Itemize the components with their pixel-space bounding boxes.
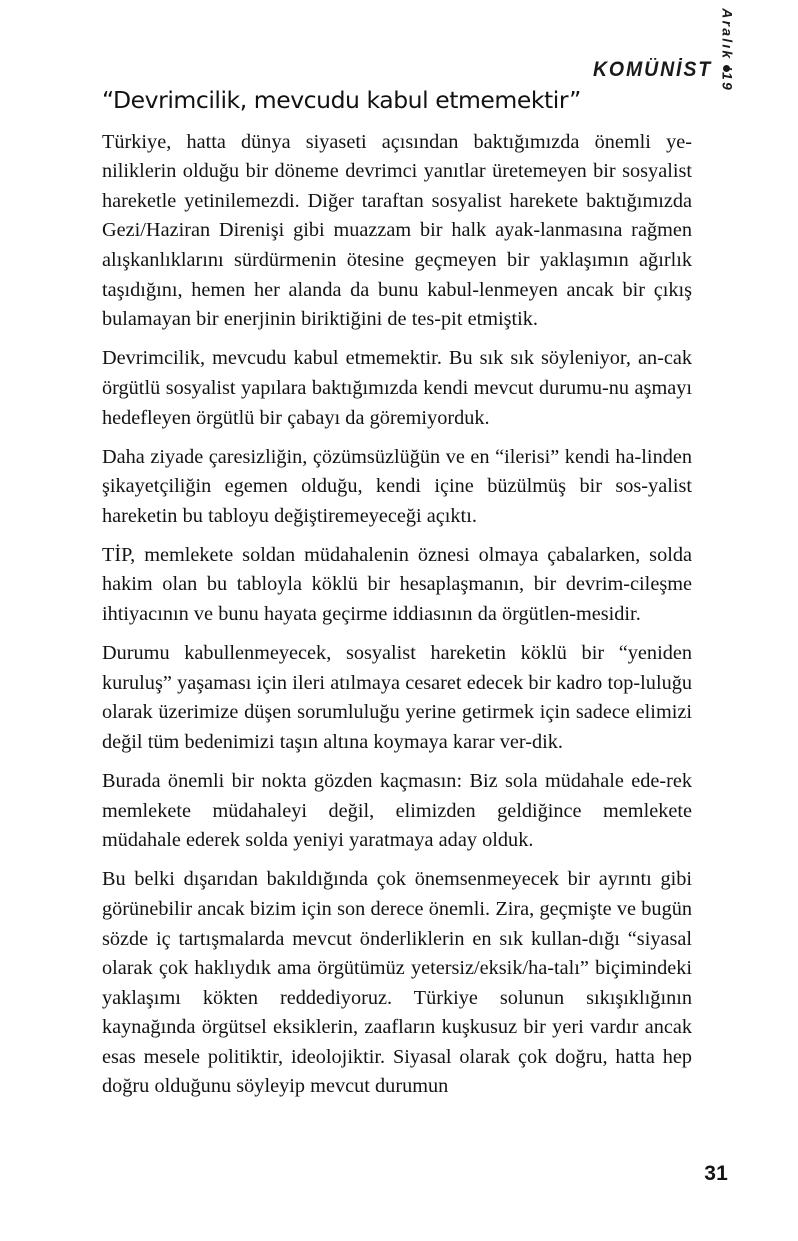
paragraph: Durumu kabullenmeyecek, sosyalist hareketin köklü bir “yeniden kuruluş” yaşaması için ileri atılmaya cesaret edecek bir kadro top-luluğu olarak üzerimize düşen sorumluluğu yerine getirmek için sadece elimizi değil tüm bedenimizi taşın altına koymaya karar ver-dik. [102,642,692,753]
paragraph: Daha ziyade çaresizliğin, çözümsüzlüğün ve en “ilerisi” kendi ha-linden şikayetçiliğin egemen olduğu, kendi içine büzülmüş bir sos-yalist hareketin bu tabloyu değiştiremeyeceği açıktı. [102,445,692,527]
running-head [584,56,730,82]
article-body [102,86,692,1102]
paragraph: TİP, memlekete soldan müdahalenin öznesi olmaya çabalarken, solda hakim olan bu tabloyla köklü bir hesaplaşmanın, bir devrim-cileşme ihtiyacının ve bunu hayata geçirme iddiasının da örgütlen-mesidir. [102,543,692,626]
paragraph: Bu belki dışarıdan bakıldığında çok önemsenmeyecek bir ayrıntı gibi görünebilir ancak bizim için son derece önemli. Zira, geçmişte ve bugün sözde iç tartışmalarda mevcut önderliklerin en sık kullan-dığı “siyasal olarak çok haklıydık ama örgütümüz yetersiz/eksik/ha-talı” biçimindeki yaklaşımı kökten reddediyoruz. Türkiye solunun sıkışıklığının kaynağında örgütsel eksiklerin, zaafların kuşkusuz bir yeri vardır ancak esas mesele politiktir, ideolojiktir. Siyasal olarak çok doğru, hatta hep doğru olduğunu söyleyip mevcut durumun [102,868,692,1098]
issue-date-label: Aralık '19 [720,8,736,92]
page-title: “Devrimcilik, mevcudu kabul etmemektir” [102,86,581,114]
paragraph: Burada önemli bir nokta gözden kaçmasın: Biz sola müdahale ede-rek memlekete müdahaleyi değil, elimizden geldiğince memlekete müdahale ederek solda yeniyi yaratmaya aday olduk. [102,770,692,852]
paragraph: Türkiye, hatta dünya siyaseti açısından baktığımızda önemli ye-niliklerin olduğu bir döneme devrimci yanıtlar üretemeyen bir sosyalist hareketle yetinilemezdi. Diğer taraftan sosyalist harekete baktığımızda Gezi/Haziran Direnişi gibi muazzam bir halk ayak-lanmasına rağmen alışkanlıklarını sürdürmenin ötesine geçmeyen bir yaklaşımın ağırlık taşıdığını, hemen her alanda da bunu kabul-lenmeyen ancak bir çıkış bulamayan bir enerjinin biriktiğini de tes-pit etmiştik. [102,130,692,331]
page-number: 31 [704,1162,728,1185]
paragraph: Devrimcilik, mevcudu kabul etmemektir. Bu sık sık söyleniyor, an-cak örgütlü sosyalist yapılara baktığımızda kendi mevcut durumu-nu aşmayı hedefleyen örgütlü bir çabayı da göremiyorduk. [102,347,692,429]
publication-masthead: KOMÜNİST [592,57,712,81]
